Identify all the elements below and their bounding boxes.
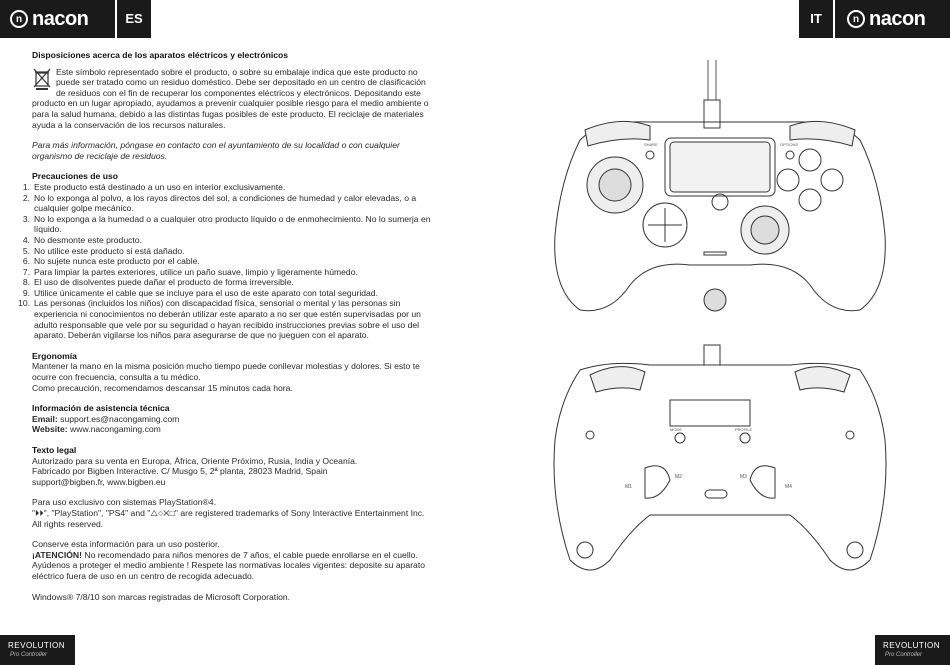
weee-line: ayuda a la conservación de los recursos naturales.: [32, 119, 226, 130]
precaution-number: 4.: [22, 234, 30, 245]
weee-line: para la salud humana, debido a las distintas fugas posibles de este producto. El reciclaje de materiales: [32, 108, 424, 119]
weee-line: de residuos con el fin de recuperar los componentes eléctricos y electrónicos. Depositando este: [56, 87, 421, 98]
warning-text: eléctrico fuera de uso en un centro de recogida adecuado.: [32, 570, 255, 581]
controller-back-body: [554, 363, 886, 570]
mode-switch: [675, 433, 685, 443]
precaution-item: [22, 213, 442, 235]
precaution-number: 3.: [22, 213, 30, 224]
precautions-list: [18, 181, 442, 341]
precaution-item: [22, 256, 442, 267]
light-bar: [704, 252, 726, 255]
legal-title: Texto legal: [32, 445, 77, 455]
recycling-info: Para más información, póngase en contacto con el ayuntamiento de su localidad o con cualquier: [32, 140, 400, 151]
m2-label: M2: [675, 474, 682, 480]
nacon-logo-icon: n: [10, 10, 28, 28]
cross-button: [799, 189, 821, 211]
nacon-logo-left: [10, 8, 88, 30]
footer-subtitle: Pro Controller: [885, 652, 923, 658]
precaution-item: [22, 192, 442, 214]
precaution-text: cualquier golpe mecánico.: [34, 203, 134, 214]
precaution-number: 10.: [18, 298, 30, 309]
legal-line: Fabricado por Bigben Interactive. C/ Musgo 5, 2ª planta, 28023 Madrid, Spain: [32, 466, 328, 477]
dpad-cross: [648, 208, 682, 242]
back-button: [705, 490, 727, 498]
right-bumper: [790, 121, 855, 146]
precaution-text: No utilice este producto si está dañado.: [34, 245, 185, 256]
precaution-number: 5.: [22, 245, 30, 256]
precaution-text: Para limpiar la partes exteriores, utilice un paño suave, limpio y ligeramente húmedo.: [34, 266, 358, 277]
warning-line: [32, 550, 442, 561]
m2-paddle: [750, 466, 775, 498]
website-label: Website:: [32, 424, 68, 435]
brand-name-right: nacon: [869, 7, 926, 30]
ergonomy-line: Mantener la mano en la misma posición mucho tiempo puede conllevar molestias y dolores. Si esto te: [32, 361, 420, 372]
precaution-number: 2.: [22, 192, 30, 203]
circle-button: [821, 169, 843, 191]
crossed-bin-icon: [32, 67, 52, 91]
keep-info-line: Conserve esta información para un uso posterior.: [32, 539, 220, 550]
warning-text: No recomendado para niños menores de 7 años, el cable puede enrollarse en el cuello.: [81, 549, 418, 560]
mode-label: MODE: [670, 427, 682, 432]
precaution-item: [18, 298, 442, 341]
m4-label: M4: [785, 484, 792, 490]
precaution-text: líquido.: [34, 224, 62, 235]
nacon-logo-right: [847, 8, 925, 30]
precautions-title: Precauciones de uso: [32, 171, 118, 182]
precaution-text: adulto responsable que vele por su seguridad o hayan recibido instrucciones previas sobre el uso del: [34, 319, 420, 330]
controller-front-view: [555, 60, 886, 311]
language-tag-it: IT: [799, 0, 833, 38]
precaution-number: 8.: [22, 277, 30, 288]
weee-block: [32, 67, 442, 99]
warning-text: Ayúdenos a proteger el medio ambiente ! Respete las normativas locales vigentes: deposite su aparato: [32, 560, 426, 571]
ergonomy-line: Como precaución, recomendamos descansar 15 minutos cada hora.: [32, 382, 293, 393]
footer-brand: REVOLUTION: [8, 641, 66, 650]
m1-label: M1: [625, 484, 632, 490]
header-bar-left: [0, 0, 115, 38]
footer-logo-left: [0, 635, 75, 665]
warning-label: ¡ATENCIÓN!: [32, 549, 82, 560]
rear-connector: [704, 289, 726, 311]
legal-line: Autorizado para su venta en Europa, África, Oriente Próximo, Rusia, India y Oceanía.: [32, 455, 358, 466]
controller-diagram: [540, 60, 940, 650]
share-label: SHARE: [644, 142, 658, 147]
weee-line: puede ser tratado como un residuo doméstico. Debe ser depositado en un centro de clasificación: [56, 77, 426, 88]
left-trigger: [590, 367, 645, 392]
email-label: Email:: [32, 413, 58, 424]
cable-connector-back: [704, 345, 720, 365]
profile-switch: [740, 433, 750, 443]
precaution-item: [22, 234, 442, 246]
weee-title: Disposiciones acerca de los aparatos eléctricos y electrónicos: [32, 50, 289, 60]
precaution-item: [22, 287, 442, 299]
weee-line: producto en un lugar apropiado, ayudamos a prevenir cualquier posible riesgo para el medio ambiente o: [32, 98, 429, 109]
m1-paddle: [645, 466, 670, 498]
precaution-text: Las personas (incluidos los niños) con discapacidad física, sensorial o mental y las personas sin: [34, 298, 401, 309]
brand-name-left: nacon: [32, 7, 89, 30]
left-bumper: [585, 121, 650, 146]
controller-back-view: [554, 345, 886, 570]
triangle-button: [799, 149, 821, 171]
profile-label: PROFILE: [735, 427, 753, 432]
right-trigger: [795, 367, 850, 392]
cable-connector: [704, 100, 720, 128]
legal-line: support@bigben.fr, www.bigben.eu: [32, 476, 166, 487]
touchpad-surface: [670, 142, 770, 192]
support-web-line: [32, 424, 442, 435]
ergonomy-title: Ergonomía: [32, 350, 77, 361]
precaution-number: 1.: [22, 181, 30, 192]
m3-label: M3: [740, 474, 747, 480]
trademark-line: "⏵⏵", "PlayStation", "PS4" and "△○✕□" are registered trademarks of Sony Interactive Entertainment Inc.: [32, 507, 425, 518]
footer-logo-right: [875, 635, 950, 665]
precaution-text: Utilice únicamente el cable que se incluye para el uso de este aparato con total seguridad.: [34, 287, 378, 298]
grip-right: [847, 542, 863, 558]
precaution-text: El uso de disolventes puede dañar el producto de forma irreversible.: [34, 277, 294, 288]
back-hole-right: [846, 431, 854, 439]
recycling-info: organismo de reciclaje de residuos.: [32, 150, 168, 161]
ergonomy-line: ocurre con frecuencia, consulta a tu médico.: [32, 372, 201, 383]
square-button: [777, 169, 799, 191]
precaution-item: [22, 277, 442, 288]
grip-left: [577, 542, 593, 558]
support-email: support.es@nacongaming.com: [57, 413, 180, 424]
support-website: www.nacongaming.com: [67, 424, 161, 435]
precaution-item: [22, 181, 442, 193]
spanish-text-column: [18, 50, 442, 602]
windows-trademark: Windows® 7/8/10 son marcas registradas de Microsoft Corporation.: [32, 591, 291, 602]
support-title: Información de asistencia técnica: [32, 403, 170, 414]
language-tag-es: ES: [117, 0, 151, 38]
precaution-text: No lo exponga al polvo, a los rayos directos del sol, a condiciones de humedad y calor elevadas, o a: [34, 192, 417, 203]
weee-line: Este símbolo representado sobre el producto, o sobre su embalaje indica que este producto no: [56, 66, 418, 77]
precaution-number: 9.: [22, 287, 30, 298]
precaution-item: [22, 266, 442, 278]
precaution-text: experiencia ni conocimientos no deberán utilizar este aparato a no ser que estén supervisadas por un: [34, 309, 421, 320]
weee-text: [56, 67, 426, 99]
precaution-text: No lo exponga a la humedad o a cualquier otro producto líquido o de enmohecimiento. No lo sumerja en: [34, 213, 431, 224]
options-label: OPTIONS: [780, 142, 799, 147]
support-email-line: [32, 414, 442, 425]
precaution-text: aparato. Deberán vigilarse los niños para asegurarse de que no jueguen con el aparato.: [34, 330, 369, 341]
precaution-number: 6.: [22, 256, 30, 267]
right-stick: [751, 216, 779, 244]
footer-subtitle: Pro Controller: [10, 652, 48, 658]
header-bar-right: [835, 0, 950, 38]
footer-brand: REVOLUTION: [883, 641, 941, 650]
back-hole-left: [586, 431, 594, 439]
precaution-text: No desmonte este producto.: [34, 234, 142, 245]
ps4-line: Para uso exclusivo con sistemas PlayStation®4.: [32, 497, 217, 508]
precaution-text: No sujete nunca este producto por el cable.: [34, 256, 200, 267]
precaution-text: Este producto está destinado a un uso en interior exclusivamente.: [34, 181, 286, 192]
left-stick: [599, 169, 631, 201]
options-button: [786, 151, 794, 159]
share-button: [646, 151, 654, 159]
trademark-line: All rights reserved.: [32, 518, 104, 529]
precaution-number: 7.: [22, 266, 30, 277]
precaution-item: [22, 245, 442, 257]
back-panel: [670, 400, 750, 426]
nacon-logo-icon: n: [847, 10, 865, 28]
